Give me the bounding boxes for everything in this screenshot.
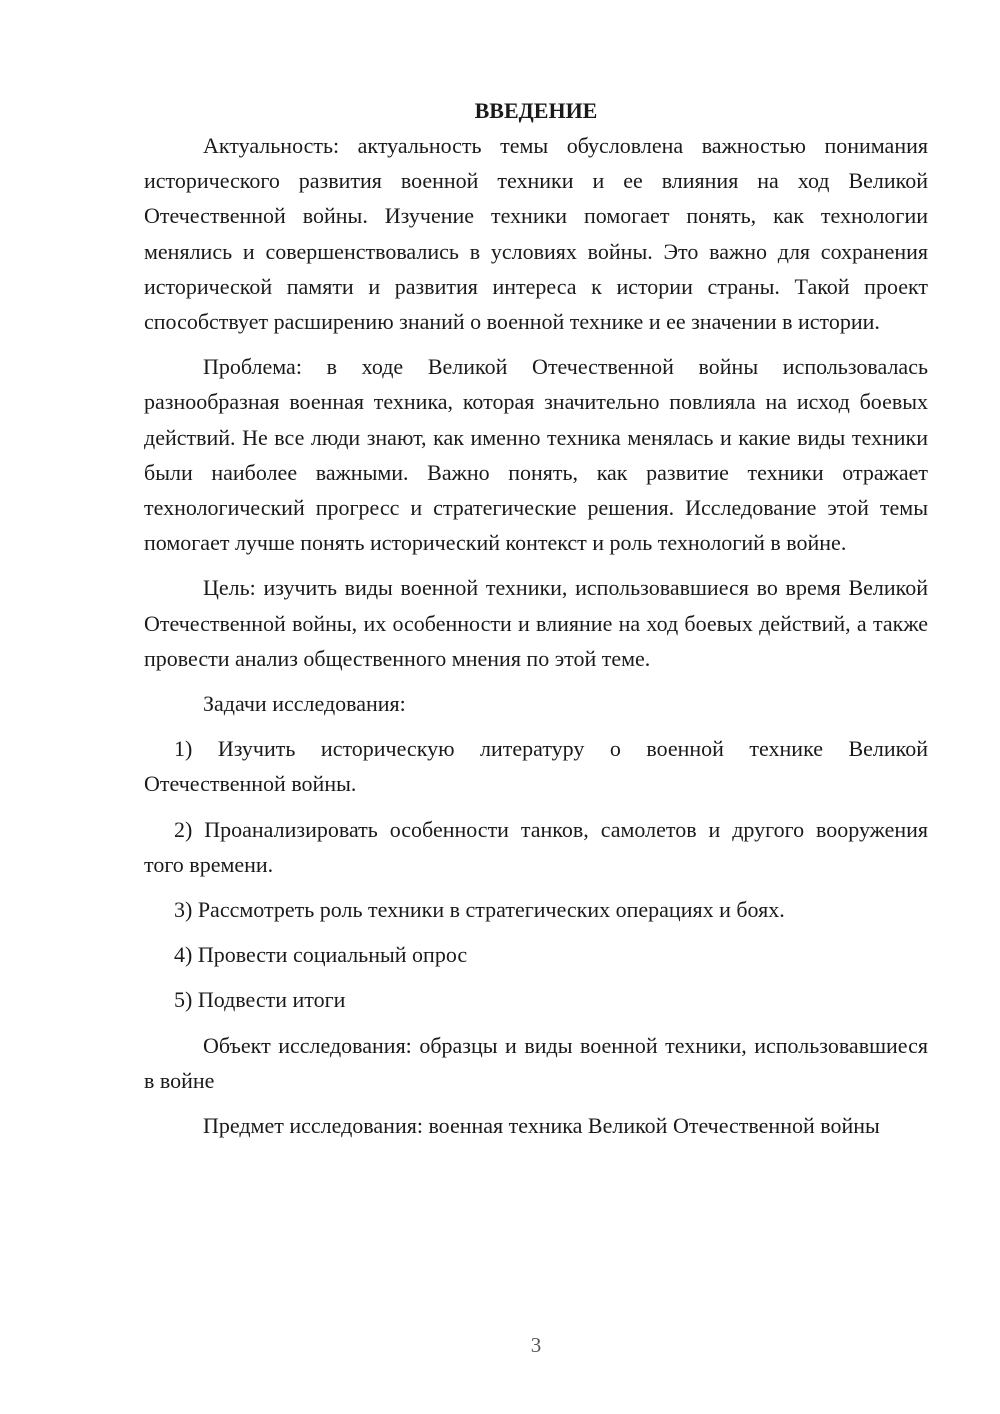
page-number: 3	[530, 1333, 542, 1357]
goal-paragraph: Цель: изучить виды военной техники, использовавшиеся во время Великой Отечественной войны, их особенности и влияние на ход боевых действий, а также провести анализ общественного мнения по этой теме.	[144, 575, 928, 671]
object-paragraph: Объект исследования: образцы и виды военной техники, использовавшиеся в войне	[144, 1032, 928, 1093]
task-item-5: 5) Подвести итоги	[174, 987, 346, 1013]
task-item-3: 3) Рассмотреть роль техники в стратегических операциях и боях.	[174, 897, 785, 923]
page-heading: ВВЕДЕНИЕ	[474, 98, 598, 123]
task-item-1: 1) Изучить историческую литературу о военной технике Великой Отечественной войны.	[144, 736, 928, 797]
task-item-4: 4) Провести социальный опрос	[174, 942, 468, 968]
problem-paragraph: Проблема: в ходе Великой Отечественной войны использовалась разнообразная военная техника, которая значительно повлияла на исход боевых действий. Не все люди знают, как именно техника менялась и какие виды техники были наиболее важными. Важно понять, как развитие техники отражает технологический прогресс и стратегические решения. Исследование этой темы помогает лучше понять исторический контекст и роль технологий в войне.	[144, 354, 928, 556]
task-item-2: 2) Проанализировать особенности танков, самолетов и другого вооружения того времени.	[144, 816, 928, 877]
document-body	[144, 96, 928, 1153]
relevance-paragraph: Актуальность: актуальность темы обусловлена важностью понимания исторического развития военной техники и ее влияния на ход Великой Отечественной войны. Изучение техники помогает понять, как технологии менялись и совершенствовались в условиях войны. Это важно для сохранения исторической памяти и развития интереса к истории страны. Такой проект способствует расширению знаний о военной технике и ее значении в истории.	[144, 133, 928, 335]
subject-paragraph: Предмет исследования: военная техника Великой Отечественной войны	[203, 1113, 880, 1139]
tasks-title: Задачи исследования:	[203, 691, 406, 717]
